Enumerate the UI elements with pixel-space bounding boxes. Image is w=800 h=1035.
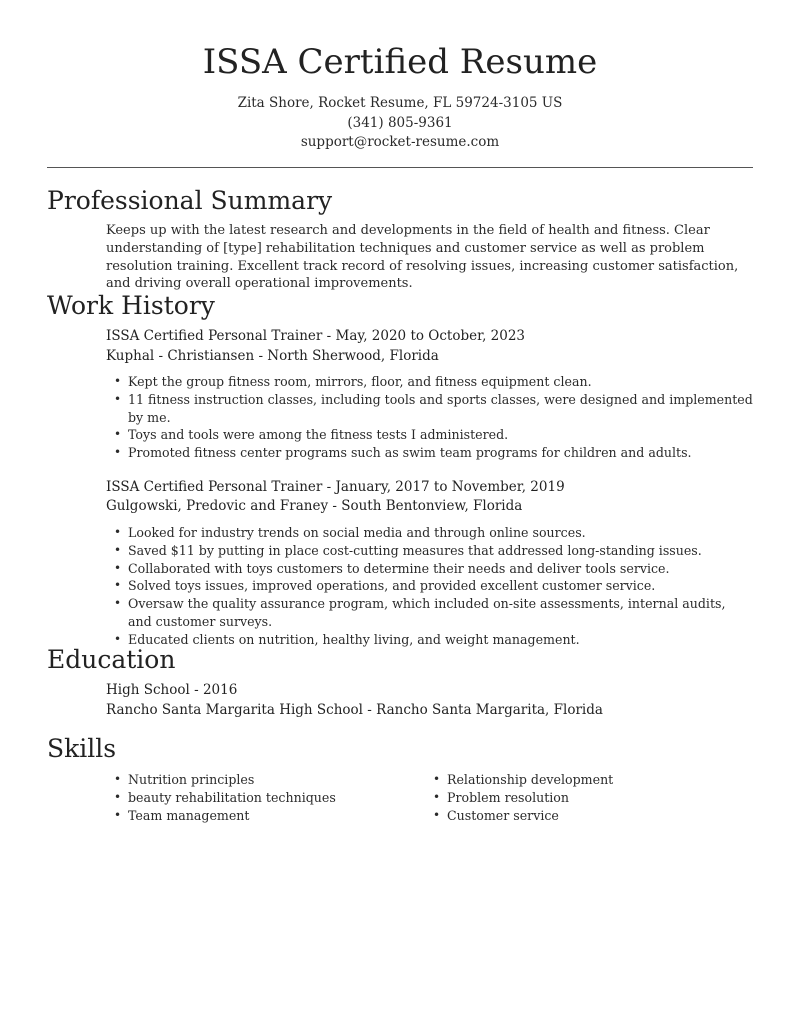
skill-item <box>425 771 744 789</box>
bullet-text: 11 fitness instruction classes, including tools and sports classes, were designed and implemented by me. <box>128 391 753 425</box>
job-company-line: Gulgowski, Predovic and Franey - South Bentonview, Florida <box>106 498 523 515</box>
contact-phone: (341) 805-9361 <box>347 114 453 131</box>
bullet-icon: • <box>114 560 122 575</box>
bullet-text: Saved $11 by putting in place cost-cutting measures that addressed long-standing issues. <box>128 542 702 558</box>
skill-item <box>425 807 744 825</box>
bullet-icon: • <box>433 772 441 786</box>
bullet-icon: • <box>114 772 122 786</box>
job-bullet <box>106 524 753 542</box>
education-section <box>47 645 753 720</box>
work-history-body <box>106 327 753 649</box>
skill-text: Relationship development <box>447 772 614 787</box>
job-title-line: ISSA Certified Personal Trainer - May, 2020 to October, 2023 <box>106 328 526 344</box>
job-bullet <box>106 444 753 462</box>
contact-email: support@rocket-resume.com <box>300 134 500 150</box>
work-history-heading: Work History <box>47 291 215 320</box>
bullet-text: Oversaw the quality assurance program, which included on-site assessments, internal audits, and customer surveys. <box>128 596 726 629</box>
summary-section <box>47 186 753 293</box>
skills-heading: Skills <box>47 734 117 763</box>
job-bullet <box>106 542 753 560</box>
skills-column-left <box>106 771 425 824</box>
job-bullet <box>106 560 753 578</box>
bullet-text: Collaborated with toys customers to determine their needs and deliver tools service. <box>128 560 670 576</box>
bullet-text: Kept the group fitness room, mirrors, floor, and fitness equipment clean. <box>128 374 592 389</box>
bullet-icon: • <box>114 542 122 557</box>
bullet-text: Solved toys issues, improved operations, and provided excellent customer service. <box>128 578 656 594</box>
education-heading: Education <box>47 645 176 674</box>
contact-block <box>0 94 800 153</box>
bullet-icon: • <box>114 596 122 611</box>
job-entry <box>106 327 753 462</box>
job-bullets <box>106 373 753 462</box>
skill-text: Nutrition principles <box>128 772 255 787</box>
bullet-icon: • <box>114 374 122 388</box>
skills-grid <box>106 771 753 824</box>
education-body <box>106 681 753 720</box>
education-school-line: Rancho Santa Margarita High School - Rancho Santa Margarita, Florida <box>106 701 603 718</box>
summary-body <box>106 222 753 293</box>
bullet-icon: • <box>114 524 122 539</box>
bullet-icon: • <box>114 807 122 822</box>
job-entry <box>106 478 753 649</box>
skill-text: Customer service <box>447 807 559 823</box>
skill-item <box>106 789 425 807</box>
job-bullet <box>106 577 753 595</box>
job-company-line: Kuphal - Christiansen - North Sherwood, Florida <box>106 347 439 364</box>
header-divider <box>47 167 753 168</box>
summary-text: Keeps up with the latest research and developments in the field of health and fitness. Clear understanding of [type] rehabilitation techniques and customer service as well as problem resolution training. Excellent track record of resolving issues, increasing customer satisfaction, and driving overall operational improvements. <box>106 223 739 292</box>
job-bullets <box>106 524 753 649</box>
skill-item <box>425 789 744 807</box>
job-bullet <box>106 373 753 391</box>
bullet-icon: • <box>114 789 122 804</box>
skill-text: Problem resolution <box>447 789 570 805</box>
skill-item <box>106 771 425 789</box>
bullet-text: Toys and tools were among the fitness tests I administered. <box>128 427 509 443</box>
resume-title: ISSA Certified Resume <box>202 42 598 82</box>
skills-column-right <box>425 771 744 824</box>
education-degree-line: High School - 2016 <box>106 682 238 698</box>
bullet-icon: • <box>114 578 122 593</box>
summary-heading: Professional Summary <box>47 186 333 215</box>
bullet-icon: • <box>114 445 122 460</box>
skill-text: beauty rehabilitation techniques <box>128 789 336 805</box>
bullet-text: Looked for industry trends on social media and through online sources. <box>128 524 586 540</box>
bullet-icon: • <box>114 391 122 406</box>
contact-address: Zita Shore, Rocket Resume, FL 59724-3105 US <box>237 95 563 111</box>
bullet-text: Educated clients on nutrition, healthy living, and weight management. <box>128 631 580 647</box>
bullet-icon: • <box>114 427 122 442</box>
skill-item <box>106 807 425 825</box>
job-bullet <box>106 595 753 631</box>
resume-header <box>0 0 800 153</box>
skill-text: Team management <box>128 807 250 823</box>
bullet-icon: • <box>433 807 441 822</box>
skills-section <box>47 734 753 824</box>
job-title-line: ISSA Certified Personal Trainer - January, 2017 to November, 2019 <box>106 478 565 495</box>
job-bullet <box>106 391 753 427</box>
bullet-icon: • <box>114 631 122 646</box>
skills-body <box>106 771 753 824</box>
bullet-icon: • <box>433 789 441 804</box>
job-bullet <box>106 426 753 444</box>
work-history-section <box>47 291 753 649</box>
bullet-text: Promoted fitness center programs such as swim team programs for children and adults. <box>128 445 692 461</box>
